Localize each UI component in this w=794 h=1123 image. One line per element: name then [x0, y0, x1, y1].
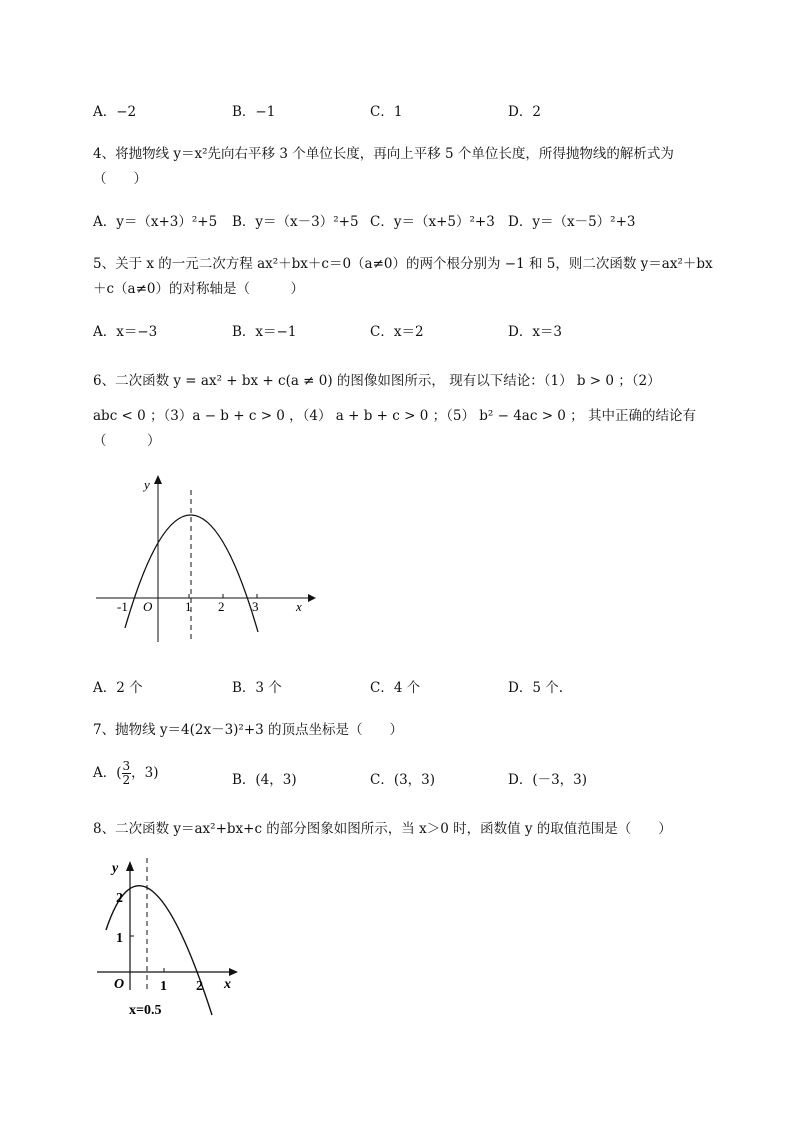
q5-stem-line1: 5、关于 x 的一元二次方程 ax²＋bx＋c＝0（a≠0）的两个根分别为 −1 和 5，则二次函数 y＝ax²＋bx [93, 256, 713, 272]
q6-option-c: C．4 个 [370, 680, 421, 696]
q5-stem-line2: ＋c（a≠0）的对称轴是（ ） [93, 281, 305, 297]
q4-option-b: B．y＝（x－3）²+5 [232, 214, 359, 230]
q6-option-b: B．3 个 [232, 680, 282, 696]
q4-stem: 4、将抛物线 y＝x²先向右平移 3 个单位长度，再向上平移 5 个单位长度，所得抛物线的解析式为 [93, 146, 674, 162]
q8-x-label: x [224, 977, 231, 992]
q5-option-d: D．x＝3 [508, 324, 563, 340]
q7-option-a-prefix: A．( [93, 765, 122, 781]
q6-tick-label: 3 [252, 599, 259, 614]
q8-x-tick-label: 2 [196, 979, 203, 994]
q6-origin-label: O [143, 599, 153, 614]
q6-x-label: x [296, 599, 302, 614]
q8-y-axis-arrow-icon [126, 861, 134, 871]
q4-option-d: D．y＝（x－5）²+3 [508, 214, 636, 230]
q8-x-tick-label: 1 [160, 979, 167, 994]
q3-option-d: D．2 [508, 104, 541, 120]
q6-parabola-graph [90, 470, 320, 650]
q6-option-d: D．5 个. [508, 680, 563, 696]
q8-axis-caption: x=0.5 [129, 1003, 162, 1018]
q4-option-a: A．y＝（x+3）²+5 [93, 214, 218, 230]
q7-option-d: D．(－3，3) [508, 772, 588, 788]
q7-option-a-suffix: ，3) [131, 765, 159, 781]
q7-option-b: B．(4，3) [232, 772, 297, 788]
q5-option-b: B．x＝−1 [232, 324, 297, 340]
q3-option-b: B．−1 [232, 104, 276, 120]
q8-y-tick-label: 2 [116, 891, 123, 906]
q7-option-a-fraction: $\frac{3}{2}$ [122, 759, 131, 787]
q6-x-axis-arrow-icon [308, 594, 316, 602]
q5-option-c: C．x＝2 [370, 324, 424, 340]
q3-option-c: C．1 [370, 104, 403, 120]
q7-stem: 7、抛物线 y＝4(2x－3)²+3 的顶点坐标是（ ） [93, 722, 404, 738]
q6-tick-label: 2 [218, 599, 225, 614]
q6-y-axis-arrow-icon [154, 475, 162, 484]
q6-option-a: A．2 个 [93, 680, 143, 696]
q6-stem-line2: abc < 0 ；（3）a − b + c > 0 ，（4） a + b + c > 0 ；（5） b² − 4ac > 0 ； 其中正确的结论有 [93, 408, 696, 424]
q6-y-label: y [144, 477, 150, 492]
q7-option-c: C．(3，3) [370, 772, 436, 788]
q8-y-tick-label: 1 [116, 931, 123, 946]
q4-option-c: C．y＝（x+5）²+3 [370, 214, 495, 230]
q6-stem-line3: （ ） [93, 433, 161, 449]
q6-tick-label: -1 [117, 599, 128, 614]
q8-parabola-graph [92, 850, 252, 1020]
q8-x-axis-arrow-icon [229, 968, 238, 976]
q6-stem-line1: 6、二次函数 y = ax² + bx + c(a ≠ 0) 的图像如图所示， 现有以下结论：（1） b > 0 ；（2） [93, 373, 661, 389]
q8-stem: 8、二次函数 y＝ax²+bx+c 的部分图象如图所示，当 x＞0 时，函数值 y 的取值范围是（ ） [93, 821, 672, 837]
q4-blank: （ ） [93, 171, 147, 187]
q8-origin-label: O [114, 977, 125, 992]
q5-option-a: A．x＝−3 [93, 324, 158, 340]
q7-option-a [93, 760, 159, 787]
q6-tick-label: 1 [185, 599, 192, 614]
q3-option-a: A．−2 [93, 104, 137, 120]
q8-y-label: y [112, 861, 119, 876]
